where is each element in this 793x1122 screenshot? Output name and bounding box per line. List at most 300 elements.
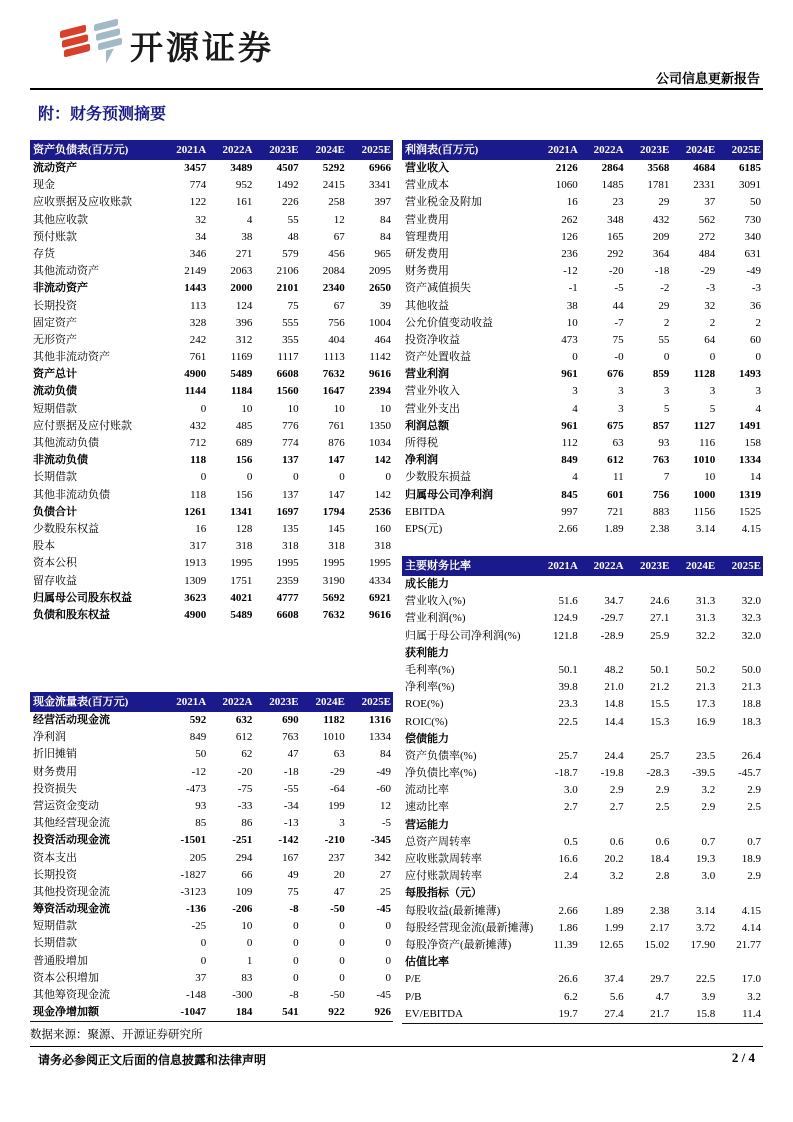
row-label: 存货 (33, 247, 55, 260)
column-header: 2021A (176, 144, 207, 156)
cell-value: 1.89 (604, 904, 624, 917)
row-label: 管理费用 (405, 230, 449, 243)
cell-value: 5 (709, 402, 716, 415)
cell-value: 25.9 (650, 629, 670, 642)
table-row (30, 452, 393, 469)
table-row (402, 263, 763, 280)
row-label: 长期借款 (33, 471, 77, 484)
cell-value: 396 (235, 316, 253, 329)
cell-value: 158 (744, 437, 761, 449)
table-row (402, 920, 763, 937)
table-row (30, 246, 393, 263)
cell-value: 3.9 (701, 990, 716, 1003)
cell-value: 66 (241, 868, 253, 881)
cell-value: 0 (293, 937, 299, 950)
table-row (402, 576, 763, 593)
cell-value: 763 (282, 731, 299, 744)
cell-value: 1334 (738, 454, 761, 467)
cell-value: 3 (339, 817, 345, 830)
cell-value: 0 (339, 937, 345, 950)
row-label: 资产总计 (33, 368, 77, 381)
cell-value: 27.4 (604, 1007, 624, 1020)
table-row (30, 487, 393, 504)
logo-mark-icon (56, 16, 122, 74)
row-label: 其他流动资产 (33, 265, 99, 278)
cell-value: 2126 (555, 162, 578, 174)
cell-value: 0.6 (655, 835, 670, 848)
cell-value: 1995 (369, 557, 391, 570)
cell-value: 6966 (369, 162, 391, 174)
cell-value: -5 (381, 817, 391, 830)
cell-value: 0 (246, 937, 253, 950)
cell-value: 0 (339, 954, 345, 967)
page-title: 附：财务预测摘要 (38, 106, 167, 123)
table-row (30, 280, 393, 297)
cell-value: 9616 (369, 608, 391, 621)
cell-value: 7 (663, 471, 670, 484)
table-row (30, 401, 393, 418)
table-row (30, 263, 393, 280)
row-label: EPS(元) (405, 522, 443, 535)
table-header (402, 140, 763, 160)
cell-value: -300 (232, 989, 253, 1001)
cell-value: 23.3 (558, 698, 578, 711)
row-label: 净利润 (405, 454, 438, 467)
table-row (30, 781, 393, 798)
cell-value: 237 (328, 851, 345, 864)
cell-value: 721 (607, 505, 624, 518)
cell-value: 156 (235, 454, 253, 467)
income-statement-table (402, 140, 763, 538)
cell-value: 17.3 (695, 698, 716, 711)
table-row (402, 280, 763, 297)
cell-value: 21.3 (695, 681, 716, 694)
cell-value: 340 (744, 230, 761, 243)
table-title: 现金流量表(百万元) (33, 696, 129, 708)
company-logo (56, 16, 274, 74)
header-divider (30, 88, 763, 90)
cell-value: 37 (195, 971, 207, 984)
cell-value: 0 (572, 351, 578, 364)
row-label: 固定资产 (33, 316, 77, 329)
cell-value: 3 (663, 385, 670, 398)
cell-value: 15.3 (650, 715, 670, 728)
table-row (30, 607, 393, 624)
cell-value: 67 (333, 230, 345, 243)
cell-value: 1000 (693, 488, 716, 501)
cell-value: 2.66 (558, 904, 578, 917)
cell-value: 473 (561, 333, 578, 346)
row-label: 其他经营现金流 (33, 817, 110, 830)
row-label: 其他非流动负债 (33, 488, 110, 501)
cell-value: 75 (612, 333, 624, 346)
table-row (30, 746, 393, 763)
cell-value: 312 (235, 333, 253, 346)
cell-value: 10 (241, 402, 253, 415)
cell-value: 3341 (369, 179, 391, 192)
cell-value: 562 (698, 213, 716, 226)
table-title: 资产负债表(百万元) (33, 144, 129, 156)
cell-value: 51.6 (558, 595, 578, 608)
cell-value: 2.38 (650, 522, 670, 535)
cell-value: 0 (385, 971, 391, 984)
cell-value: 7632 (322, 368, 345, 381)
table-row (30, 935, 393, 952)
cell-value: 0.6 (609, 835, 624, 848)
cell-value: 39.8 (558, 681, 578, 694)
table-title: 主要财务比率 (405, 560, 471, 572)
row-label: 营运资金变动 (33, 799, 99, 812)
footer-disclaimer: 请务必参阅正文后面的信息披露和法律声明 (38, 1053, 267, 1067)
cell-value: -75 (237, 782, 253, 795)
column-header: 2024E (315, 144, 345, 156)
cell-value: 128 (235, 522, 253, 535)
cell-value: 730 (744, 213, 761, 226)
cell-value: 3 (572, 385, 578, 398)
cell-value: 1350 (369, 419, 391, 432)
cell-value: 756 (652, 488, 670, 501)
table-row (30, 987, 393, 1004)
cell-value: 3.0 (564, 784, 578, 797)
cell-value: 4 (246, 213, 253, 226)
column-header: 2023E (269, 696, 299, 708)
table-row (402, 696, 763, 713)
cell-value: 205 (189, 851, 207, 864)
cell-value: 242 (189, 333, 207, 346)
cell-value: -45 (376, 989, 391, 1001)
row-label: 流动资产 (33, 162, 77, 174)
column-header: 2021A (547, 560, 578, 572)
cell-value: 113 (190, 299, 207, 312)
cell-value: 26.4 (741, 749, 761, 762)
cell-value: 1995 (230, 557, 253, 570)
cell-value: 4.15 (741, 522, 761, 535)
row-label: 留存收益 (33, 574, 77, 587)
cell-value: 24.6 (650, 595, 670, 608)
cell-value: 22.5 (695, 973, 716, 986)
cell-value: -29 (700, 265, 716, 278)
cell-value: 926 (374, 1006, 391, 1019)
cell-value: 4021 (230, 591, 253, 604)
cell-value: 2.17 (650, 921, 670, 934)
cell-value: 2.9 (655, 784, 670, 797)
cell-value: -50 (330, 903, 345, 916)
cell-value: 50.2 (695, 663, 716, 676)
row-label: 现金净增加额 (33, 1006, 99, 1019)
cell-value: 632 (235, 714, 253, 726)
cell-value: 763 (652, 454, 670, 467)
cell-value: 124 (235, 299, 253, 312)
cell-value: 0 (200, 471, 207, 484)
cell-value: 38 (241, 230, 253, 243)
cell-value: 62 (241, 748, 253, 761)
row-label: 短期借款 (33, 920, 77, 933)
cell-value: 541 (282, 1006, 299, 1019)
cell-value: 0 (755, 351, 761, 364)
row-label: 每股收益(最新摊薄) (405, 904, 501, 917)
cell-value: 2101 (276, 282, 299, 295)
table-row (402, 332, 763, 349)
row-label: 预付账款 (33, 230, 77, 243)
table-row (402, 469, 763, 486)
cell-value: 18.8 (741, 698, 761, 711)
cell-value: 137 (282, 454, 299, 467)
cell-value: 0 (385, 937, 391, 950)
cell-value: 3 (709, 385, 716, 398)
cell-value: 689 (235, 437, 253, 449)
table-row (30, 798, 393, 815)
cell-value: 3 (618, 385, 624, 398)
balance-sheet-table (30, 140, 393, 624)
row-label: 流动负债 (33, 385, 77, 398)
cell-value: -64 (330, 782, 345, 795)
table-row (402, 349, 763, 366)
cell-value: 0 (385, 471, 391, 484)
row-label: 无形资产 (33, 333, 77, 346)
cell-value: 16.9 (695, 715, 716, 728)
row-label: 营业税金及附加 (405, 196, 482, 209)
cell-value: -45 (376, 903, 391, 916)
table-row (402, 628, 763, 645)
cell-value: 2.5 (747, 801, 761, 814)
cell-value: 0 (293, 471, 299, 484)
table-row (30, 884, 393, 901)
cell-value: 27.1 (650, 612, 670, 625)
cell-value: 112 (561, 437, 578, 449)
cell-value: -5 (614, 282, 624, 295)
table-row (402, 765, 763, 782)
cell-value: 631 (744, 247, 761, 260)
table-row (402, 593, 763, 610)
table-row (30, 538, 393, 555)
cell-value: -49 (376, 765, 391, 778)
cell-value: 2864 (601, 162, 624, 174)
cell-value: 1493 (738, 368, 761, 381)
cell-value: -19.8 (600, 767, 624, 780)
cell-value: 2 (755, 316, 761, 329)
row-label: 估值比率 (405, 956, 449, 969)
cell-value: 93 (658, 437, 670, 449)
cell-value: 2.9 (747, 784, 761, 797)
cell-value: 4 (572, 471, 578, 484)
cell-value: 761 (328, 419, 345, 432)
cell-value: 32.0 (741, 629, 761, 642)
cell-value: 0 (385, 954, 391, 967)
cell-value: 9616 (369, 368, 391, 381)
cell-value: 5 (663, 402, 670, 415)
page-number: 2 / 4 (731, 1050, 755, 1065)
cell-value: 2.4 (564, 870, 578, 883)
cell-value: 961 (561, 368, 578, 381)
cell-value: 849 (189, 731, 207, 744)
cell-value: 19.3 (695, 853, 716, 865)
row-label: 营业费用 (405, 213, 449, 226)
cell-value: 116 (699, 437, 716, 449)
cell-value: 774 (282, 437, 299, 449)
cell-value: 0 (663, 351, 670, 364)
cell-value: 3.14 (695, 904, 716, 917)
row-label: P/E (405, 973, 421, 986)
table-body (30, 712, 393, 1022)
cell-value: 2.66 (558, 522, 578, 535)
table-row (30, 953, 393, 970)
cell-value: 47 (287, 748, 299, 761)
cell-value: 165 (607, 230, 624, 243)
cell-value: 5489 (230, 608, 253, 621)
cell-value: 1995 (322, 557, 345, 570)
cell-value: 922 (328, 1006, 345, 1019)
row-label: 投资活动现金流 (33, 834, 110, 847)
cell-value: 1010 (693, 454, 716, 467)
cell-value: 761 (189, 351, 207, 364)
cell-value: -142 (278, 834, 299, 847)
cell-value: 25 (380, 885, 391, 898)
row-label: 非流动负债 (33, 454, 88, 467)
cell-value: 25.7 (558, 749, 578, 762)
cell-value: 50.1 (650, 663, 670, 676)
cell-value: 226 (282, 196, 299, 209)
column-header: 2022A (593, 144, 624, 156)
cell-value: 271 (235, 247, 253, 260)
cell-value: 161 (235, 196, 253, 209)
cell-value: 2415 (322, 179, 345, 192)
cell-value: 294 (235, 851, 253, 864)
column-header: 2023E (269, 144, 299, 156)
table-row (402, 487, 763, 504)
cell-value: 55 (658, 333, 670, 346)
table-row (402, 212, 763, 229)
cell-value: 50 (749, 196, 761, 209)
cell-value: 849 (561, 454, 578, 467)
cell-value: 346 (189, 247, 207, 260)
table-row (402, 1006, 763, 1023)
cell-value: 857 (652, 419, 670, 432)
cell-value: -1501 (180, 834, 207, 847)
column-header: 2025E (731, 560, 761, 572)
cell-value: 122 (189, 196, 207, 209)
cell-value: 50 (195, 748, 207, 761)
cell-value: 342 (374, 851, 391, 864)
row-label: 现金 (33, 179, 55, 192)
cell-value: -18 (283, 765, 299, 778)
row-label: 财务费用 (33, 765, 77, 778)
cell-value: 432 (189, 419, 207, 432)
cell-value: 4777 (276, 591, 299, 604)
row-label: 归属母公司股东权益 (33, 591, 132, 604)
row-label: 经营活动现金流 (33, 714, 110, 726)
cell-value: 15.8 (695, 1007, 716, 1020)
cell-value: 690 (282, 714, 299, 726)
row-label: 流动比率 (405, 784, 449, 797)
cell-value: -12 (563, 265, 578, 278)
cell-value: 1004 (369, 316, 391, 329)
cell-value: 147 (328, 454, 345, 467)
row-label: 长期投资 (33, 299, 77, 312)
cell-value: 0 (293, 971, 299, 984)
cell-value: 997 (561, 505, 578, 518)
table-row (402, 418, 763, 435)
cell-value: 21.7 (650, 1007, 670, 1020)
row-label: P/B (405, 990, 422, 1003)
cell-value: 0.5 (564, 835, 578, 848)
row-label: 营运能力 (405, 818, 449, 831)
cell-value: 2149 (184, 265, 207, 278)
cell-value: 49 (287, 868, 299, 881)
table-row (402, 903, 763, 920)
table-row (402, 401, 763, 418)
row-label: 资产处置收益 (405, 351, 471, 364)
cell-value: 404 (328, 333, 345, 346)
cell-value: 318 (235, 540, 253, 553)
cell-value: -210 (324, 834, 345, 847)
row-label: 其他投资现金流 (33, 885, 110, 898)
cell-value: 1128 (693, 368, 716, 381)
row-label: 公允价值变动收益 (405, 316, 493, 329)
cell-value: 236 (561, 247, 578, 260)
cell-value: 75 (287, 299, 299, 312)
table-row (30, 867, 393, 884)
cell-value: 32.0 (741, 595, 761, 608)
row-label: 负债合计 (33, 505, 77, 518)
table-row (402, 989, 763, 1006)
cell-value: 14 (749, 471, 761, 484)
cell-value: 4.14 (741, 921, 761, 934)
cell-value: 1485 (601, 179, 624, 192)
cell-value: -33 (237, 799, 253, 812)
cell-value: -7 (614, 316, 624, 329)
row-label: 总资产周转率 (405, 835, 471, 848)
cell-value: 6185 (738, 162, 761, 174)
table-row (30, 298, 393, 315)
row-label: 应付账款周转率 (405, 870, 482, 883)
cell-value: 0 (200, 402, 207, 415)
row-label: 资本公积增加 (33, 971, 99, 984)
table-row (402, 452, 763, 469)
cell-value: -3 (751, 282, 761, 295)
cell-value: -28.9 (600, 629, 624, 642)
table-row (30, 435, 393, 452)
cell-value: -1047 (180, 1006, 207, 1019)
cell-value: 84 (380, 748, 391, 761)
cell-value: 27 (380, 868, 391, 881)
cell-value: 31.3 (695, 595, 716, 608)
cell-value: -49 (746, 265, 761, 278)
table-row (402, 679, 763, 696)
cell-value: -55 (283, 782, 299, 795)
cell-value: 4334 (369, 574, 391, 587)
cell-value: 0 (246, 471, 253, 484)
table-header (402, 556, 763, 576)
cell-value: -1 (568, 282, 578, 295)
row-label: 每股经营现金流(最新摊薄) (405, 921, 534, 934)
cell-value: 3.72 (695, 921, 716, 934)
table-row (30, 521, 393, 538)
cell-value: 10 (287, 402, 299, 415)
cell-value: -20 (608, 265, 624, 278)
row-label: 资本公积 (33, 557, 77, 570)
table-row (30, 177, 393, 194)
cell-value: 23 (612, 196, 624, 209)
cell-value: 37 (704, 196, 716, 209)
table-row (30, 194, 393, 211)
cell-value: 48 (287, 230, 299, 243)
cell-value: 1334 (369, 731, 391, 744)
row-label: 净负债比率(%) (405, 767, 477, 780)
cell-value: 11.4 (742, 1007, 761, 1020)
cell-value: 34.7 (604, 595, 624, 608)
table-row (30, 712, 393, 729)
column-header: 2024E (685, 144, 716, 156)
